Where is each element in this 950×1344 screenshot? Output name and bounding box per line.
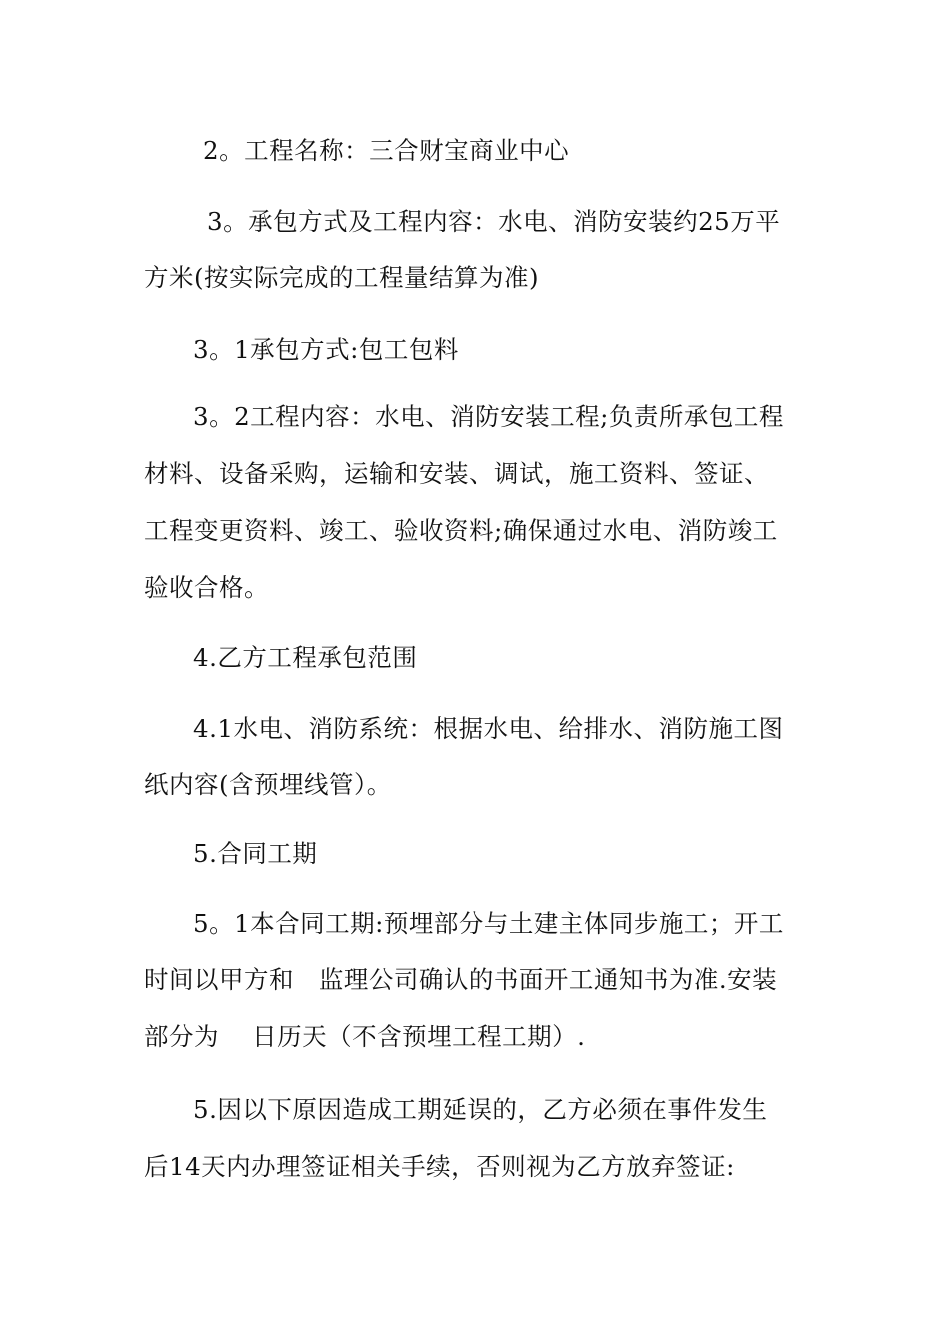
paragraph-delay-line-1: 5.因以下原因造成工期延误的，乙方必须在事件发生 (193, 1095, 768, 1124)
paragraph-schedule-heading: 5.合同工期 (193, 839, 318, 868)
paragraph-project-name: 2。工程名称：三合财宝商业中心 (203, 136, 570, 165)
paragraph-work-content-line-2: 材料、设备采购，运输和安装、调试，施工资料、签证、 (144, 459, 769, 488)
paragraph-schedule-detail-line-1: 5。1本合同工期:预埋部分与土建主体同步施工；开工 (193, 909, 784, 938)
paragraph-contract-type: 3。1承包方式:包工包料 (193, 335, 459, 364)
paragraph-scope-heading: 4.乙方工程承包范围 (193, 643, 418, 672)
paragraph-delay-line-2: 后14天内办理签证相关手续，否则视为乙方放弃签证: (144, 1152, 735, 1181)
paragraph-work-content-line-4: 验收合格。 (144, 573, 269, 602)
paragraph-work-content-line-1: 3。2工程内容：水电、消防安装工程;负责所承包工程 (193, 402, 784, 431)
paragraph-schedule-detail-line-2: 时间以甲方和 监理公司确认的书面开工通知书为准.安装 (144, 965, 778, 994)
paragraph-scope-detail-line-2: 纸内容(含预埋线管）。 (144, 770, 392, 799)
paragraph-work-content-line-3: 工程变更资料、竣工、验收资料;确保通过水电、消防竣工 (144, 516, 778, 545)
paragraph-contract-method-line-1: 3。承包方式及工程内容：水电、消防安装约25万平 (207, 207, 781, 236)
paragraph-schedule-detail-line-3: 部分为 日历天（不含预埋工程工期）. (144, 1022, 586, 1051)
paragraph-scope-detail-line-1: 4.1水电、消防系统：根据水电、给排水、消防施工图 (193, 714, 784, 743)
paragraph-contract-method-line-2: 方米(按实际完成的工程量结算为准) (144, 263, 540, 292)
